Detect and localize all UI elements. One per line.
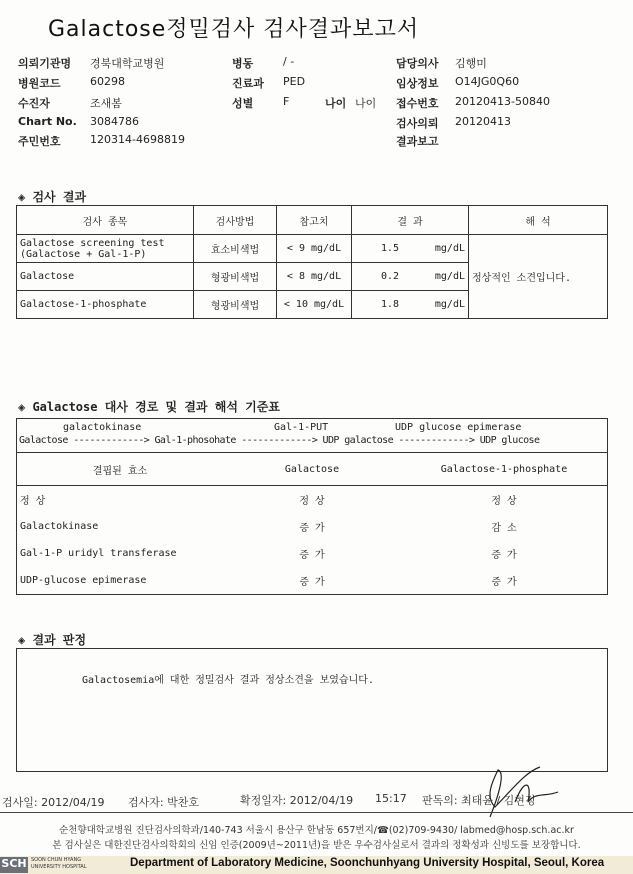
galactose-effect: 정 상 bbox=[299, 496, 325, 507]
header-galactose: Galactose bbox=[223, 453, 401, 486]
results-section-title: ◈ 검사 결과 bbox=[18, 190, 87, 204]
header-result: 결 과 bbox=[352, 206, 469, 235]
gal1p-effect: 증 가 bbox=[491, 577, 517, 588]
enzyme: UDP-glucose epimerase bbox=[20, 575, 147, 586]
hospital-code-value: 60298 bbox=[90, 75, 125, 88]
institution-label: 의뢰기관명 bbox=[18, 57, 72, 70]
header-test: 검사 종목 bbox=[17, 206, 194, 235]
galactose-effect: 증 가 bbox=[299, 550, 325, 561]
pathway-section-title: ◈ Galactose 대사 경로 및 결과 해석 기준표 bbox=[18, 400, 280, 414]
dept-label: 진료과 bbox=[232, 77, 264, 90]
confirm-date: 확정일자: 2012/04/19 bbox=[240, 794, 354, 807]
institution-value: 경북대학교병원 bbox=[90, 57, 165, 70]
clinical-label: 임상정보 bbox=[396, 77, 439, 90]
test-date: 검사일: 2012/04/19 bbox=[2, 796, 105, 809]
enzyme-epimerase: UDP glucose epimerase bbox=[395, 422, 522, 433]
tester: 검사자: 박찬호 bbox=[128, 796, 199, 809]
reference: < 8 mg/dL bbox=[277, 263, 352, 291]
judgement-box bbox=[16, 648, 608, 772]
ward-value: / - bbox=[283, 55, 295, 68]
test-name-line1: Galactose screening test bbox=[20, 237, 165, 249]
hospital-code-label: 병원코드 bbox=[18, 77, 61, 90]
test-name bbox=[17, 235, 194, 263]
table-row bbox=[17, 540, 608, 567]
report-title: Galactose정밀검사 검사결과보고서 bbox=[48, 17, 420, 42]
header-method: 검사방법 bbox=[194, 206, 277, 235]
criteria-table bbox=[16, 452, 608, 595]
receipt-value: 20120413-50840 bbox=[455, 95, 550, 108]
results-table bbox=[16, 205, 608, 319]
table-row bbox=[17, 513, 608, 540]
result-unit: mg/dL bbox=[428, 235, 469, 263]
patient-label: 수진자 bbox=[18, 97, 50, 110]
result-value: 0.2 bbox=[352, 263, 429, 291]
pathway-flow: Galactose -------------> Gal-1-phosohate -------------> UDP galactose -------------> UDP glucose bbox=[19, 435, 540, 446]
logo-text bbox=[31, 857, 87, 871]
patient-value: 조새봄 bbox=[90, 97, 122, 110]
department-name: Department of Laboratory Medicine, Soonchunhyang University Hospital, Seoul, Korea bbox=[130, 857, 605, 869]
header-gal1p: Galactose-1-phosphate bbox=[401, 453, 608, 486]
dept-value: PED bbox=[283, 75, 306, 88]
hospital-logo: SCH bbox=[0, 857, 28, 873]
enzyme-gal1put: Gal-1-PUT bbox=[274, 422, 329, 433]
logo-line1: SOON CHUN HYANG bbox=[31, 857, 82, 863]
pathway-box bbox=[16, 418, 608, 453]
gal1p-effect: 감 소 bbox=[491, 523, 517, 534]
reference: < 10 mg/dL bbox=[277, 291, 352, 319]
interpretation: 정상적인 소견입니다. bbox=[469, 235, 608, 319]
report-label: 결과보고 bbox=[396, 135, 439, 148]
enzyme: 정 상 bbox=[20, 496, 46, 507]
confirm-time: 15:17 bbox=[375, 792, 407, 805]
ward-label: 병동 bbox=[232, 57, 254, 70]
age-label: 나이 bbox=[325, 97, 347, 110]
signature bbox=[470, 762, 560, 822]
result-value: 1.8 bbox=[352, 291, 429, 319]
result-value: 1.5 bbox=[352, 235, 429, 263]
judgement-text: Galactosemia에 대한 정밀검사 결과 정상소견을 보였습니다. bbox=[82, 675, 374, 686]
test-name: Galactose-1-phosphate bbox=[17, 291, 194, 319]
doctor-value: 김행미 bbox=[455, 57, 487, 70]
galactose-effect: 증 가 bbox=[299, 577, 325, 588]
table-row bbox=[17, 235, 608, 263]
footer-divider bbox=[0, 812, 633, 813]
enzyme: Galactokinase bbox=[20, 521, 99, 532]
chart-value: 3084786 bbox=[90, 115, 139, 128]
gal1p-effect: 증 가 bbox=[491, 550, 517, 561]
enzyme: Gal-1-P uridyl transferase bbox=[20, 548, 177, 559]
id-label: 주민번호 bbox=[18, 135, 61, 148]
enzyme-galactokinase: galactokinase bbox=[63, 422, 142, 433]
method: 효소비색법 bbox=[194, 235, 277, 263]
logo-line2: UNIVERSITY HOSPITAL bbox=[31, 864, 87, 870]
id-value: 120314-4698819 bbox=[90, 133, 185, 146]
age-value: 나이 bbox=[355, 97, 377, 110]
result-unit: mg/dL bbox=[428, 263, 469, 291]
table-row bbox=[17, 567, 608, 595]
reference: < 9 mg/dL bbox=[277, 235, 352, 263]
sex-label: 성별 bbox=[232, 97, 254, 110]
reader: 판독의: 최태윤 / 김현정 bbox=[422, 794, 536, 807]
method: 형광비색법 bbox=[194, 263, 277, 291]
method: 형광비색법 bbox=[194, 291, 277, 319]
galactose-effect: 증 가 bbox=[299, 523, 325, 534]
test-name-line2: (Galactose + Gal-1-P) bbox=[20, 248, 147, 260]
header-interp: 해 석 bbox=[469, 206, 608, 235]
request-label: 검사의뢰 bbox=[396, 117, 439, 130]
chart-label: Chart No. bbox=[18, 115, 77, 128]
footer-address: 순천향대학교병원 진단검사의학과/140-743 서울시 용산구 한남동 657번지/☎(02)709-9430/ labmed@hosp.sch.ac.kr bbox=[59, 825, 574, 836]
footer-certification: 본 검사실은 대한진단검사의학회의 신임 인증(2009년~2011년)을 받은 우수검사실로서 결과의 정확성과 신빙도를 보장합니다. bbox=[52, 840, 581, 851]
clinical-value: O14JG0Q60 bbox=[455, 75, 520, 88]
request-value: 20120413 bbox=[455, 115, 511, 128]
header-enzyme: 결핍된 효소 bbox=[17, 453, 224, 486]
header-ref: 참고치 bbox=[277, 206, 352, 235]
receipt-label: 접수번호 bbox=[396, 97, 439, 110]
sex-value: F bbox=[283, 95, 290, 108]
test-name: Galactose bbox=[17, 263, 194, 291]
gal1p-effect: 정 상 bbox=[491, 496, 517, 507]
judgement-section-title: ◈ 결과 판정 bbox=[18, 633, 87, 647]
table-row bbox=[17, 486, 608, 514]
result-unit: mg/dL bbox=[428, 291, 469, 319]
doctor-label: 담당의사 bbox=[396, 57, 439, 70]
